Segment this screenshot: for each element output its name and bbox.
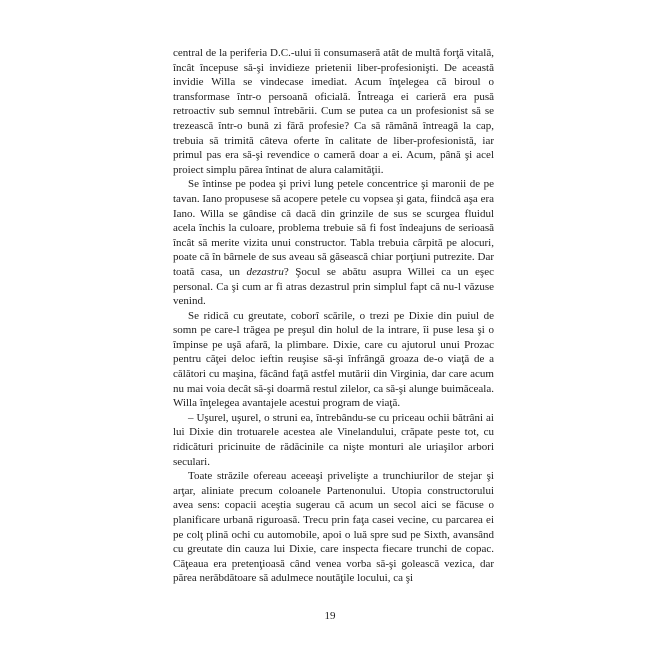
- paragraph-text: Se ridică cu greutate, coborî scările, o trezi pe Dixie din puiul de somn pe care-l trăgea pe preşul din holul de la intrare, îi puse lesa şi o împinse pe uşă afară, la plimbare. Dixie, care cu ajutorul unui Prozac pentru căţei deloc ieftin reuşise să-şi înfrângă groaza de-o viaţă de a călători cu maşina, făcând faţă astfel mutării din Virginia, dar care acum nu mai voia decât să-şi doarmă restul zilelor, ca să-şi alunge buimăceala. Willa înţelegea avantajele acestui program de viaţă.: [173, 309, 494, 410]
- paragraph-text: ? Şocul se abătu asupra Willei ca un eşec personal. Ca şi cum ar fi atras dezastrul prin simplul fapt că nu-l văzuse venind.: [173, 265, 494, 308]
- italic-text: dezastru: [246, 265, 284, 278]
- paragraph-text: central de la periferia D.C.-ului îi consumaseră atât de multă forţă vitală, încât începuse să-şi invidieze prietenii liber-profesionişti. De această invidie Willa se vindecase imediat. Acum înţelegea că biroul o transformase într-o persoană oficială. Întreaga ei carieră era pusă retroactiv sub semnul întrebării. Cum se putea ca un profesionist să se trezească într-o bună zi fără profesie? Ca să rămână întreagă la cap, trebuia să trimită câteva oferte în calitate de liber-profesionistă, iar primul pas era să-şi revendice o cameră doar a ei. Acum, până şi acel proiect simplu părea întinat de alura calamităţii.: [173, 47, 494, 176]
- paragraph: [173, 177, 494, 308]
- paragraph-text: – Uşurel, uşurel, o struni ea, întrebându-se cu priceau ochii bătrâni ai lui Dixie din trotuarele acestea ale Vinelandului, crăpate peste tot, cu ridicături pricinuite de rădăcinile ca nişte monturi ale uriaşilor arbori seculari.: [173, 411, 494, 468]
- body-text: [173, 46, 494, 586]
- page-number: 19: [324, 610, 336, 622]
- paragraph-text: Toate străzile ofereau aceeaşi privelişte a trunchiurilor de stejar şi arţar, aliniate precum coloanele Partenonului. Utopia constructorului avea sens: copacii aceştia sugerau că acum un secol aici se făcuse o planificare urbană riguroasă. Trecu prin faţa casei vecine, cu parcarea ei pe colţ plină ochi cu automobile, apoi o luă spre sud pe Sixth, avansând cu greutate din cauza lui Dixie, care inspecta fiecare trunchi de copac. Căţeaua era pretenţioasă când venea vorba să-şi golească vezica, dar părea nerăbdătoare să adulmece noutăţile locului, ca şi: [173, 470, 494, 585]
- paragraph-text: Se întinse pe podea şi privi lung petele concentrice şi maronii de pe tavan. Iano propusese să acopere petele cu vopsea şi gata, fiindcă aşa era Iano. Willa se gândise că dacă din grinzile de sus se scurgea fluidul acela închis la culoare, problema trebuie să fi fost îndeajuns de serioasă încât să merite vizita unui constructor. Tabla trebuia cârpită pe alocuri, poate că în bârnele de sus aveau să găsească chiar porţiuni putrezite. Dar toată casa, un: [173, 178, 494, 278]
- paragraph: [173, 46, 494, 177]
- paragraph: [173, 469, 494, 586]
- paragraph: [173, 411, 494, 469]
- paragraph: [173, 309, 494, 411]
